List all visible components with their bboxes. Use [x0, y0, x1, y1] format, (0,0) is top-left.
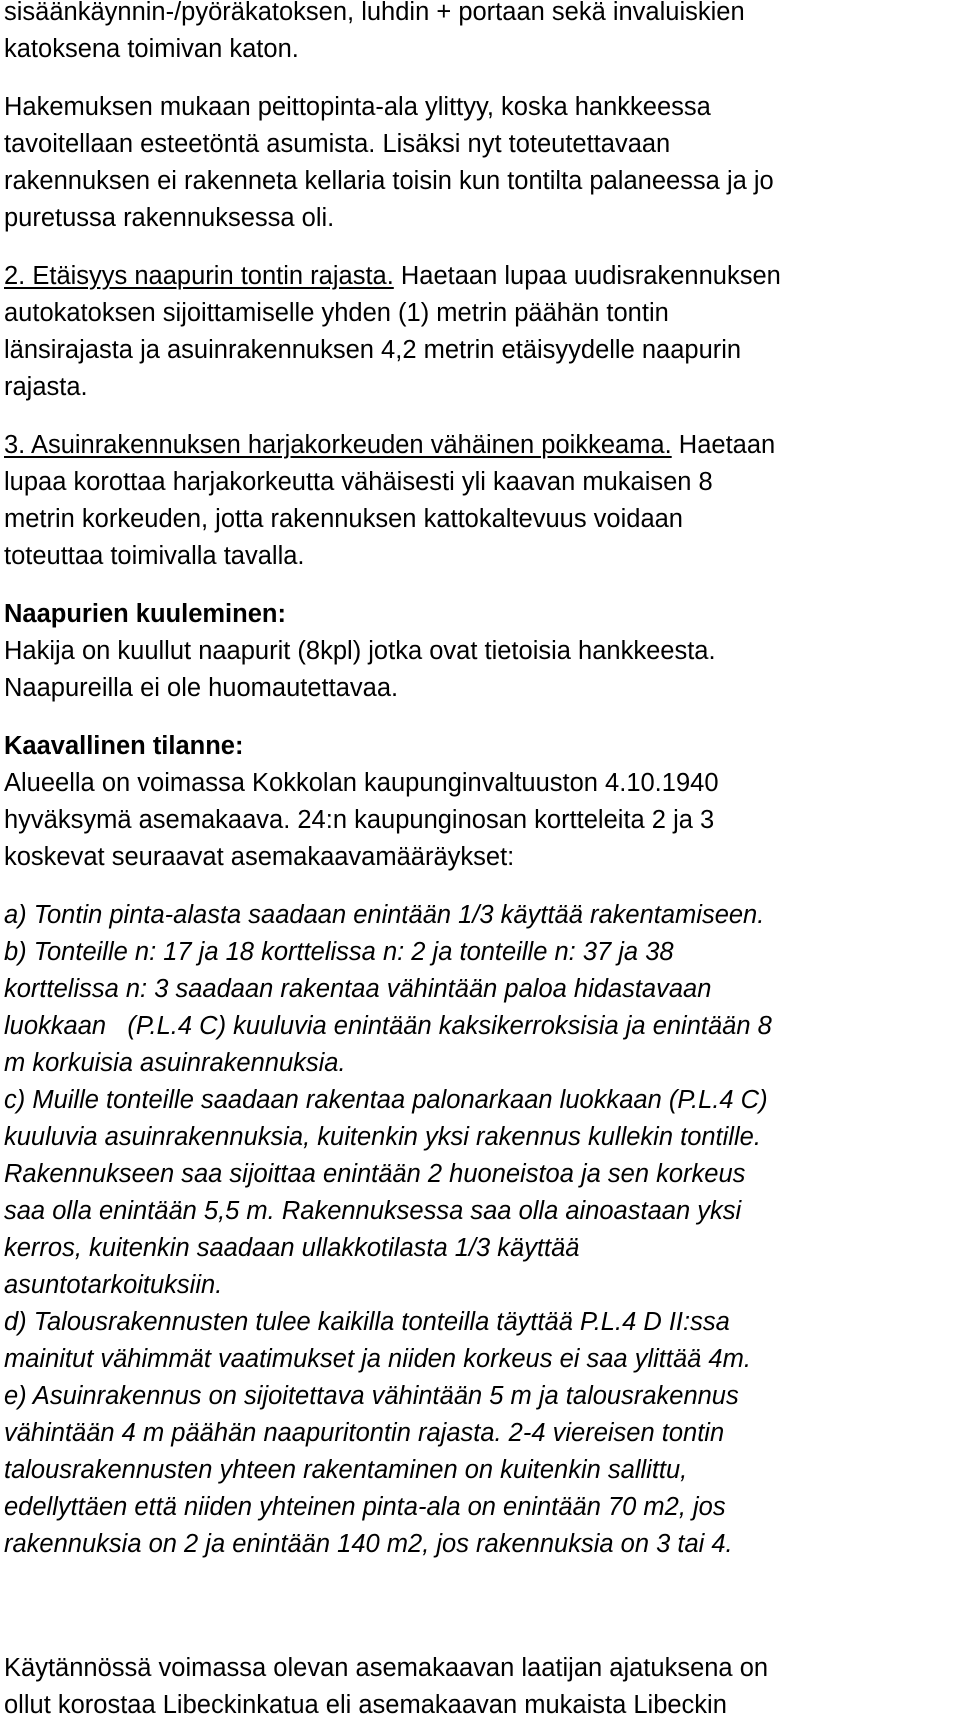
text-line: sisäänkäynnin-/pyöräkatoksen, luhdin + portaan sekä invaluiskien: [4, 0, 745, 26]
regulation-line: b) Tonteille n: 17 ja 18 korttelissa n: 2 ja tonteille n: 37 ja 38: [4, 938, 674, 966]
regulation-line: vähintään 4 m päähän naapuritontin rajasta. 2-4 viereisen tontin: [4, 1419, 725, 1447]
text-line: rakennuksen ei rakenneta kellaria toisin kun tontilta palaneessa ja jo: [4, 167, 774, 195]
text-line: Käytännössä voimassa olevan asemakaavan laatijan ajatuksena on: [4, 1654, 769, 1682]
text-line: Hakemuksen mukaan peittopinta-ala ylittyy, koska hankkeessa: [4, 93, 711, 121]
regulation-line: kerros, kuitenkin saadaan ullakkotilasta 1/3 käyttää: [4, 1234, 580, 1262]
text-line: ollut korostaa Libeckinkatua eli asemakaavan mukaista Libeckin: [4, 1691, 727, 1719]
text-line: tavoitellaan esteetöntä asumista. Lisäksi nyt toteutettavaan: [4, 130, 671, 158]
text-line: lupaa korottaa harjakorkeutta vähäisesti yli kaavan mukaisen 8: [4, 468, 713, 496]
zoning-heading: Kaavallinen tilanne:: [4, 732, 244, 760]
text-line: toteuttaa toimivalla tavalla.: [4, 542, 305, 570]
text-line: Hakija on kuullut naapurit (8kpl) jotka ovat tietoisia hankkeesta.: [4, 637, 716, 665]
regulation-line: asuntotarkoituksiin.: [4, 1271, 223, 1299]
item-3-text: Haetaan: [671, 431, 776, 459]
regulation-line: a) Tontin pinta-alasta saadaan enintään 1/3 käyttää rakentamiseen.: [4, 901, 765, 929]
item-2-heading: 2. Etäisyys naapurin tontin rajasta.: [4, 262, 394, 290]
regulation-line: e) Asuinrakennus on sijoitettava vähintään 5 m ja talousrakennus: [4, 1382, 739, 1410]
regulation-line: saa olla enintään 5,5 m. Rakennuksessa saa olla ainoastaan yksi: [4, 1197, 742, 1225]
regulation-line: kuuluvia asuinrakennuksia, kuitenkin yksi rakennus kullekin tontille.: [4, 1123, 761, 1151]
text-line: länsirajasta ja asuinrakennuksen 4,2 metrin etäisyydelle naapurin: [4, 336, 742, 364]
text-line: metrin korkeuden, jotta rakennuksen kattokaltevuus voidaan: [4, 505, 683, 533]
item-2-text: Haetaan lupaa uudisrakennuksen: [393, 262, 781, 290]
regulation-line: m korkuisia asuinrakennuksia.: [4, 1049, 346, 1077]
regulation-line: mainitut vähimmät vaatimukset ja niiden korkeus ei saa ylittää 4m.: [4, 1345, 751, 1373]
text-line: Alueella on voimassa Kokkolan kaupunginvaltuuston 4.10.1940: [4, 769, 719, 797]
neighbors-heading: Naapurien kuuleminen:: [4, 600, 286, 628]
regulation-line: c) Muille tonteille saadaan rakentaa palonarkaan luokkaan (P.L.4 C): [4, 1086, 768, 1114]
regulation-line: rakennuksia on 2 ja enintään 140 m2, jos rakennuksia on 3 tai 4.: [4, 1530, 733, 1558]
regulation-line: edellyttäen että niiden yhteinen pinta-ala on enintään 70 m2, jos: [4, 1493, 726, 1521]
text-line: autokatoksen sijoittamiselle yhden (1) metrin päähän tontin: [4, 299, 669, 327]
text-line: rajasta.: [4, 373, 88, 401]
regulation-line: korttelissa n: 3 saadaan rakentaa vähintään paloa hidastavaan: [4, 975, 712, 1003]
regulation-line: luokkaan (P.L.4 C) kuuluvia enintään kaksikerroksisia ja enintään 8: [4, 1012, 772, 1040]
text-line: Naapureilla ei ole huomautettavaa.: [4, 674, 399, 702]
regulation-line: Rakennukseen saa sijoittaa enintään 2 huoneistoa ja sen korkeus: [4, 1160, 746, 1188]
text-line: hyväksymä asemakaava. 24:n kaupunginosan kortteleita 2 ja 3: [4, 806, 715, 834]
text-line: katoksena toimivan katon.: [4, 35, 299, 63]
item-3-first-line: [4, 427, 956, 464]
text-line: koskevat seuraavat asemakaavamääräykset:: [4, 843, 515, 871]
item-3-heading: 3. Asuinrakennuksen harjakorkeuden vähäinen poikkeama.: [4, 431, 672, 459]
text-line: puretussa rakennuksessa oli.: [4, 204, 335, 232]
regulation-line: d) Talousrakennusten tulee kaikilla tonteilla täyttää P.L.4 D II:ssa: [4, 1308, 730, 1336]
item-2-first-line: [4, 258, 956, 295]
regulation-line: talousrakennusten yhteen rakentaminen on kuitenkin sallittu,: [4, 1456, 688, 1484]
